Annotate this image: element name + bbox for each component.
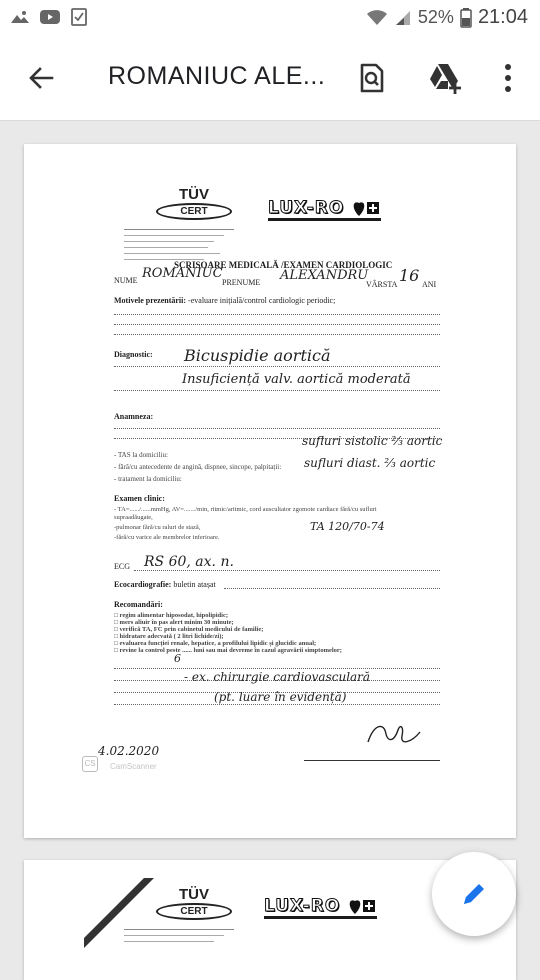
document-title: ROMANIUC ALE... [108, 62, 326, 90]
edit-pencil-icon [458, 878, 490, 910]
find-in-document-button[interactable] [352, 58, 392, 98]
recommend-item: □ regim alimentar hiposodat, hipolipidic; [114, 612, 229, 619]
tuv-logo: TÜV CERT [156, 188, 232, 220]
murmur-line-1: sufluri sistolic ⅔ aortic [302, 434, 443, 448]
document-page-1[interactable] [24, 144, 516, 838]
age-value: 16 [399, 266, 420, 285]
age-label: VÂRSTA [366, 280, 398, 289]
luxro-logo: LUX-RO [268, 198, 381, 221]
back-button[interactable] [22, 58, 62, 98]
echo-line: Ecocardiografie: buletin atașat [114, 580, 216, 589]
company-address [124, 224, 244, 262]
antecedents-line: - fără/cu antecedente de angină, dispnee, sincope, palpitații: [114, 463, 282, 471]
more-options-button[interactable] [488, 58, 528, 98]
exam-label: Examen clinic: [114, 494, 165, 503]
status-bar [0, 0, 540, 36]
anamnesis-label: Anamneza: [114, 412, 154, 421]
recommend-item: □ hidratare adecvată ( 2 litri lichide/zi); [114, 633, 224, 640]
camscanner-watermark: CamScanner [110, 762, 157, 771]
image-icon [10, 9, 30, 25]
tuv-logo: TÜV CERT [156, 888, 232, 920]
youtube-icon [39, 9, 61, 25]
document-heading: SCRISOARE MEDICALĂ /EXAMEN CARDIOLOGIC [174, 260, 393, 270]
treatment-line: - tratament la domiciliu: [114, 475, 182, 483]
ecg-label: ECG [114, 562, 130, 571]
wifi-icon [366, 9, 388, 27]
document-date: 4.02.2020 [98, 744, 160, 758]
handwritten-recommendation-2: (pt. luare în evidență) [214, 690, 347, 704]
battery-icon [460, 8, 472, 28]
back-arrow-icon [22, 58, 62, 98]
drive-add-icon [424, 58, 464, 98]
heart-plus-icon [351, 198, 381, 218]
company-address [124, 924, 244, 944]
reasons-line: Motivele prezentării: -evaluare inițială/control cardiologic periodic; [114, 296, 336, 305]
clock: 21:04 [477, 6, 528, 28]
first-name-value: ALEXANDRU [280, 268, 369, 283]
heart-plus-icon [347, 896, 377, 916]
ta-value: TA 120/70-74 [310, 520, 385, 533]
battery-percent: 52% [417, 7, 454, 27]
name-value: ROMANIUC [142, 266, 223, 281]
diagnosis-line-2: Insuficiență valv. aortică moderată [182, 372, 411, 387]
exam-line-4: -fără/cu varice ale membrelor inferioare. [114, 534, 220, 541]
age-unit: ANI [422, 280, 437, 289]
recommend-item: □ mers aliuir în pas alert minim 30 minute; [114, 619, 234, 626]
app-bar [0, 36, 540, 121]
exam-line-3: -pulmonar fără/cu raluri de stază, [114, 524, 201, 531]
recommend-item: □ evaluarea funcției renale, hepatice, a profilului lipidic și glucidic anual; [114, 640, 317, 647]
control-months: 6 [174, 652, 181, 665]
exam-line-2: supraadăugate, [114, 514, 153, 521]
recommend-label: Recomandări: [114, 600, 163, 609]
murmur-line-2: sufluri diast. ⅔ aortic [304, 456, 436, 470]
first-name-label: PRENUME [222, 278, 261, 287]
name-label: NUME [114, 276, 138, 285]
camscanner-logo: CS [82, 756, 98, 772]
ta-home-line: - TAS la domiciliu: [114, 451, 168, 459]
doctor-signature [364, 712, 424, 752]
luxro-logo: LUX-RO [264, 896, 377, 919]
exam-line-1: - TA=....../......mmHg, AV=......./min, ritmic/aritmic, cord auscultator zgomote cardiace fără/cu sufluri [114, 506, 377, 513]
signal-icon [394, 9, 412, 27]
check-icon [70, 8, 88, 26]
more-vert-icon [488, 58, 528, 98]
recommend-item: □ verifică TA, FC prin cabinetul medicului de familie; [114, 626, 264, 633]
search-doc-icon [352, 58, 392, 98]
recommend-list [114, 612, 444, 654]
edit-fab-button[interactable] [432, 852, 516, 936]
recommend-item: □ revine la control peste ...... luni sau mai devreme în cazul agravării simptomelor; [114, 647, 342, 654]
diagnosis-line-1: Bicuspidie aortică [184, 346, 331, 365]
add-to-drive-button[interactable] [424, 58, 464, 98]
ecg-value: RS 60, ax. n. [144, 554, 234, 570]
handwritten-recommendation-1: - ex. chirurgie cardiovasculară [184, 670, 371, 684]
diagnosis-label: Diagnostic: [114, 350, 153, 359]
